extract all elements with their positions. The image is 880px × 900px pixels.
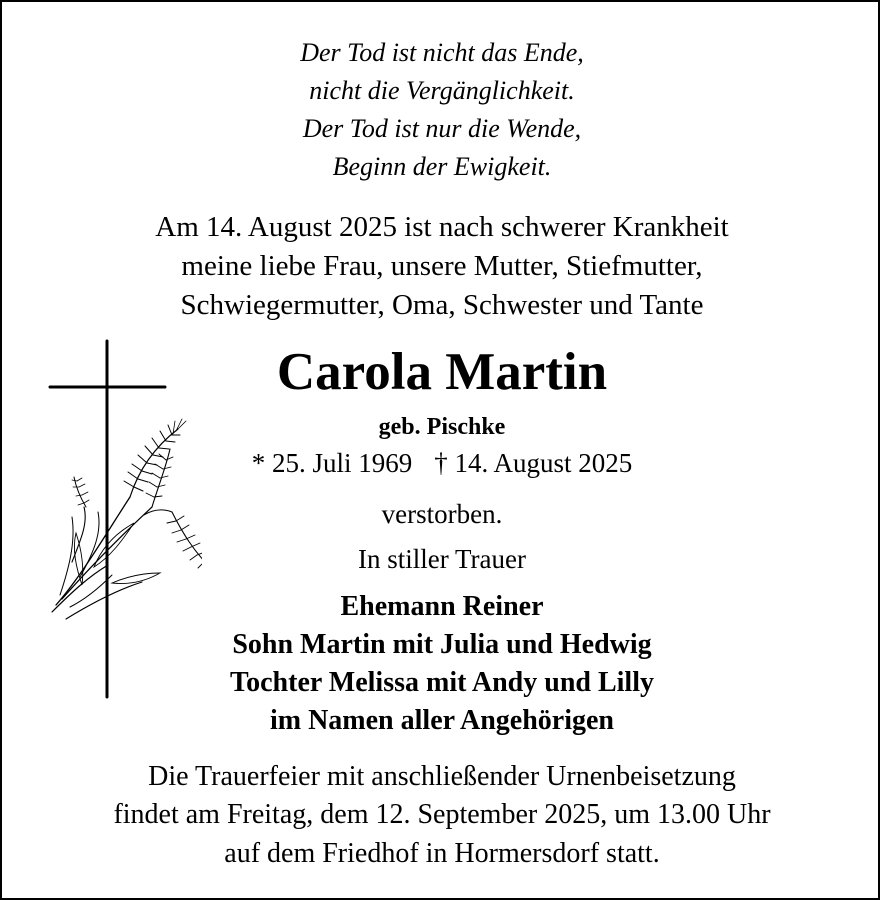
intro-line-1: Am 14. August 2025 ist nach schwerer Krankheit [155,211,729,243]
life-dates [2,445,880,481]
birth-date: * 25. Juli 1969 [251,448,413,478]
death-date: † 14. August 2025 [434,448,633,478]
intro-line-3: Schwiegermutter, Oma, Schwester und Tante [180,289,704,321]
deceased-name: Carola Martin [276,343,608,401]
intro-line-2: meine liebe Frau, unsere Mutter, Stiefmutter, [181,250,703,282]
poem-line-4: Beginn der Ewigkeit. [332,152,552,181]
poem-line-2: nicht die Vergänglichkeit. [309,76,575,105]
funeral-line-1: Die Trauerfeier mit anschließender Urnenbeisetzung [148,761,736,792]
mourner-line-4: im Namen aller Angehörigen [269,705,614,736]
mourner-line-1: Ehemann Reiner [340,591,544,622]
passed-away-text: verstorben. [381,499,503,529]
poem-line-1: Der Tod ist nicht das Ende, [300,38,584,67]
mourner-line-3: Tochter Melissa mit Andy und Lilly [230,667,654,698]
funeral-line-2: findet am Freitag, dem 12. September 2025, um 13.00 Uhr [113,799,771,830]
funeral-line-3: auf dem Friedhof in Hormersdorf statt. [224,838,660,869]
poem-line-3: Der Tod ist nur die Wende, [302,114,582,143]
mourning-intro: In stiller Trauer [358,544,526,574]
birth-name: geb. Pischke [378,414,506,440]
mourner-line-2: Sohn Martin mit Julia und Hedwig [232,629,652,660]
